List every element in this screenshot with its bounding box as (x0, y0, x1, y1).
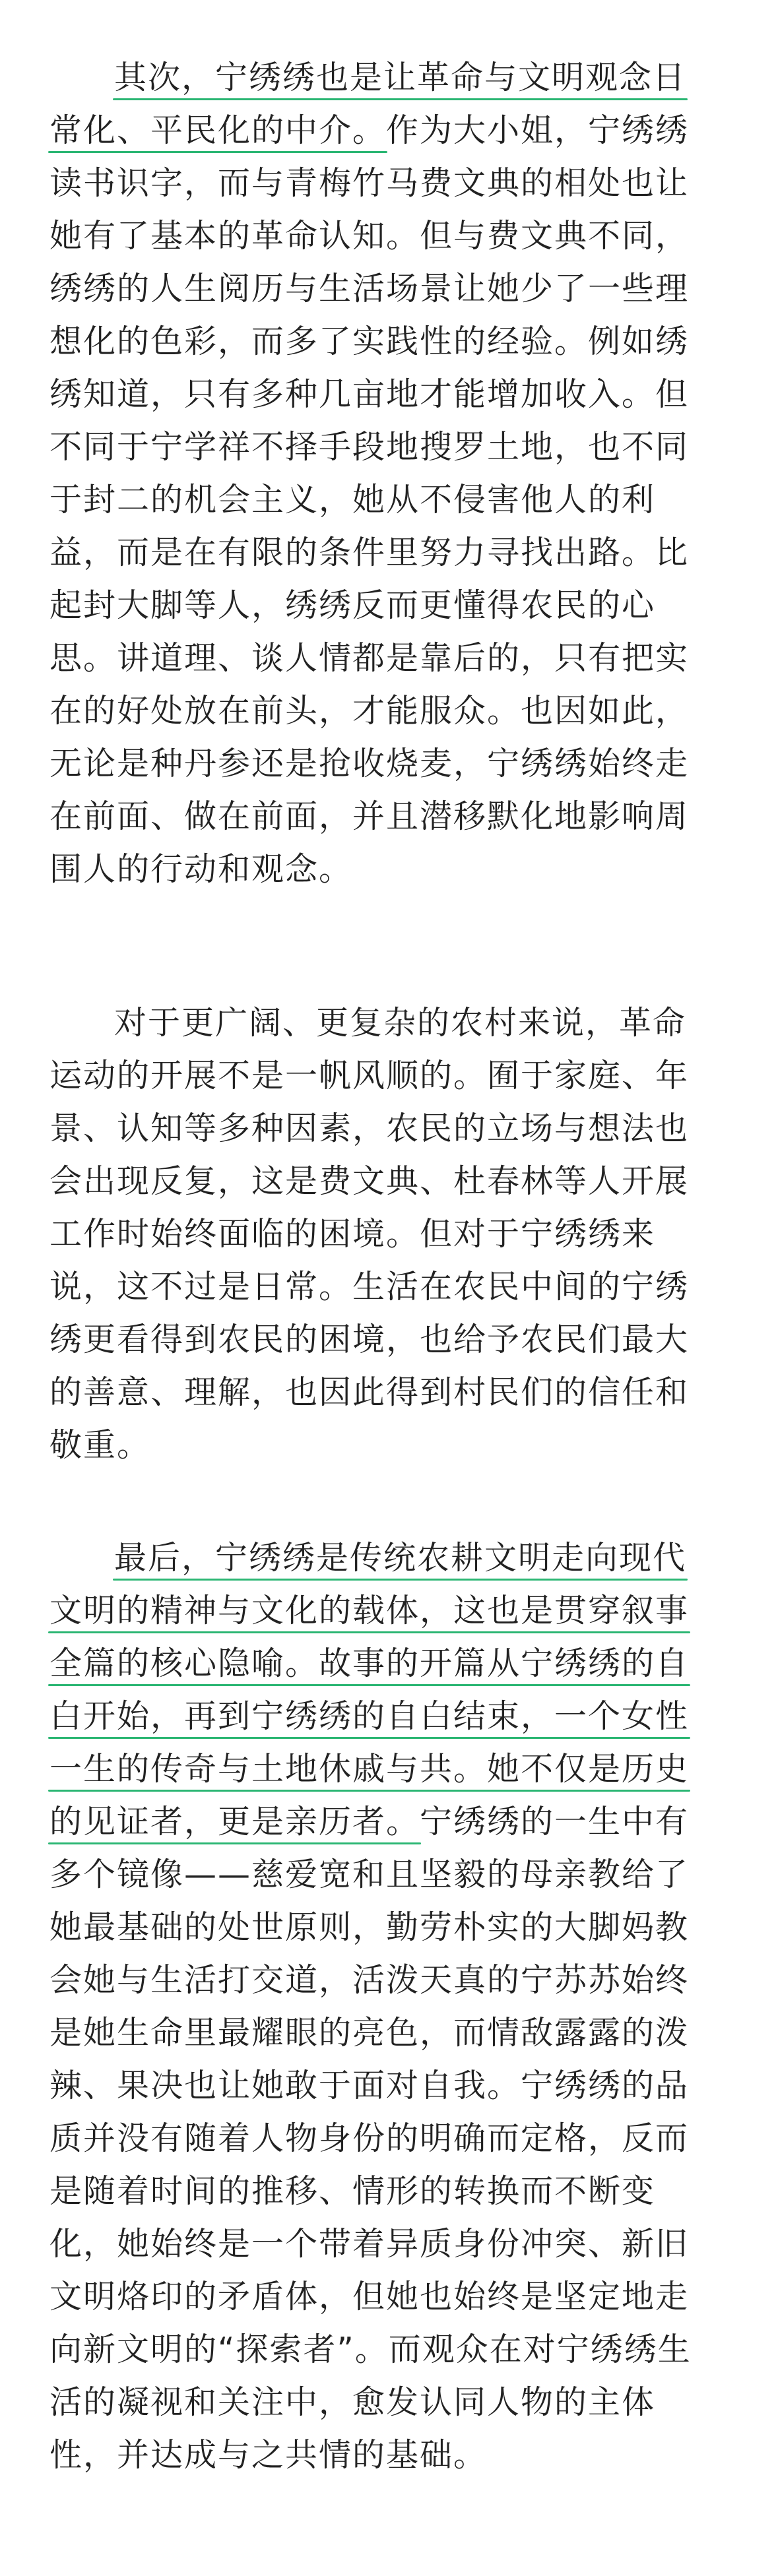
body-text: 益，而是在有限的条件里努力寻找出路。比 (49, 534, 690, 571)
body-text: 文明烙印的矛盾体，但她也始终是坚定地走 (49, 2278, 690, 2315)
text-line (49, 2429, 736, 2482)
text-line (49, 685, 736, 738)
text-line (49, 2007, 736, 2059)
text-line (49, 1901, 736, 1954)
text-line (49, 2323, 736, 2376)
text-line (49, 1637, 736, 1690)
text-line (49, 579, 736, 632)
highlighted-text: 全篇的核心隐喻。故事的开篇从宁绣绣的自 (49, 1637, 689, 1690)
body-text: 会出现反复，这是费文典、杜春林等人开展 (49, 1162, 690, 1200)
text-line (49, 1102, 736, 1155)
body-text: 她有了基本的革命认知。但与费文典不同， (49, 217, 690, 255)
body-text: 起封大脚等人，绣绣反而更懂得农民的心 (49, 586, 656, 624)
text-line (49, 2059, 736, 2112)
text-line (49, 632, 736, 685)
text-line (49, 1313, 736, 1366)
body-text: 活的凝视和关注中，愈发认同人物的主体 (49, 2383, 656, 2421)
text-line (49, 1848, 736, 1901)
body-text: 多个镜像——慈爱宽和且坚毅的母亲教给了 (49, 1856, 690, 1893)
text-line (49, 315, 736, 368)
text-line (49, 526, 736, 579)
body-text: 运动的开展不是一帆风顺的。囿于家庭、年 (49, 1057, 690, 1094)
text-line (49, 1261, 736, 1313)
body-text: 向新文明的“探索者”。而观众在对宁绣绣生 (49, 2331, 692, 2368)
body-text: 在前面、做在前面，并且潜移默化地影响周 (49, 798, 690, 835)
highlighted-text: 文明的精神与文化的载体，这也是贯穿叙事 (49, 1585, 689, 1637)
text-line (49, 421, 736, 474)
text-line (49, 474, 736, 526)
text-line (49, 368, 736, 421)
body-text: 对于更广阔、更复杂的农村来说，革命 (114, 1004, 687, 1042)
text-line (49, 1954, 736, 2007)
body-text: 作为大小姐，宁绣绣 (386, 111, 690, 149)
body-text: 敬重。 (49, 1426, 151, 1464)
body-text: 在的好处放在前头，才能服众。也因如此， (49, 692, 690, 730)
body-text: 围人的行动和观念。 (49, 850, 353, 888)
highlighted-text: 常化、平民化的中介。 (49, 104, 386, 157)
highlighted-text: 一生的传奇与土地休戚与共。她不仅是历史 (49, 1743, 689, 1796)
body-text: 思。讲道理、谈人情都是靠后的，只有把实 (49, 639, 690, 677)
text-line (49, 738, 736, 790)
text-line (49, 1208, 736, 1261)
paragraph-3 (49, 1532, 736, 2482)
text-line (49, 1796, 736, 1848)
body-text: 是她生命里最耀眼的亮色，而情敌露露的泼 (49, 2014, 690, 2052)
body-text: 想化的色彩，而多了实践性的经验。例如绣 (49, 323, 690, 360)
body-text: 性，并达成与之共情的基础。 (49, 2436, 488, 2474)
body-text: 工作时始终面临的困境。但对于宁绣绣来 (49, 1215, 656, 1253)
highlighted-text: 最后，宁绣绣是传统农耕文明走向现代 (114, 1532, 686, 1585)
body-text: 于封二的机会主义，她从不侵害他人的利 (49, 481, 656, 518)
body-text: 无论是种丹参还是抢收烧麦，宁绣绣始终走 (49, 745, 690, 782)
body-text: 会她与生活打交道，活泼天真的宁苏苏始终 (49, 1961, 690, 1999)
text-line (49, 2218, 736, 2271)
text-line (49, 2165, 736, 2218)
text-line (49, 1050, 736, 1102)
body-text: 绣知道，只有多种几亩地才能增加收入。但 (49, 375, 690, 413)
text-line (49, 1155, 736, 1208)
text-line (49, 1743, 736, 1796)
paragraph-1 (49, 51, 736, 896)
body-text: 不同于宁学祥不择手段地搜罗土地，也不同 (49, 428, 690, 466)
body-text: 是随着时间的推移、情形的转换而不断变 (49, 2172, 656, 2210)
text-line (49, 263, 736, 315)
text-line (49, 51, 736, 104)
highlighted-text: 的见证者，更是亲历者。 (49, 1796, 420, 1848)
body-text: 绣绣的人生阅历与生活场景让她少了一些理 (49, 270, 690, 307)
highlighted-text: 白开始，再到宁绣绣的自白结束，一个女性 (49, 1690, 689, 1743)
text-line (49, 1366, 736, 1419)
body-text: 读书识字，而与青梅竹马费文典的相处也让 (49, 164, 690, 202)
text-line (49, 1690, 736, 1743)
body-text: 说，这不过是日常。生活在农民中间的宁绣 (49, 1268, 690, 1305)
body-text: 化，她始终是一个带着异质身份冲突、新旧 (49, 2225, 690, 2263)
text-line (49, 2376, 736, 2429)
body-text: 她最基础的处世原则，勤劳朴实的大脚妈教 (49, 1908, 690, 1946)
body-text: 的善意、理解，也因此得到村民们的信任和 (49, 1373, 690, 1411)
text-line (49, 210, 736, 263)
body-text: 质并没有随着人物身份的明确而定格，反而 (49, 2120, 690, 2157)
text-line (49, 104, 736, 157)
highlighted-text: 其次，宁绣绣也是让革命与文明观念日 (114, 51, 686, 104)
text-line (49, 843, 736, 896)
text-line (49, 2112, 736, 2165)
text-line (49, 790, 736, 843)
text-line (49, 997, 736, 1050)
text-line (49, 157, 736, 210)
text-line (49, 1585, 736, 1637)
text-line (49, 1532, 736, 1585)
body-text: 宁绣绣的一生中有 (420, 1803, 690, 1840)
text-line (49, 1419, 736, 1472)
body-text: 景、认知等多种因素，农民的立场与想法也 (49, 1110, 690, 1147)
text-line (49, 2271, 736, 2323)
body-text: 绣更看得到农民的困境，也给予农民们最大 (49, 1321, 690, 1358)
paragraph-2 (49, 997, 736, 1472)
body-text: 辣、果决也让她敢于面对自我。宁绣绣的品 (49, 2067, 690, 2104)
